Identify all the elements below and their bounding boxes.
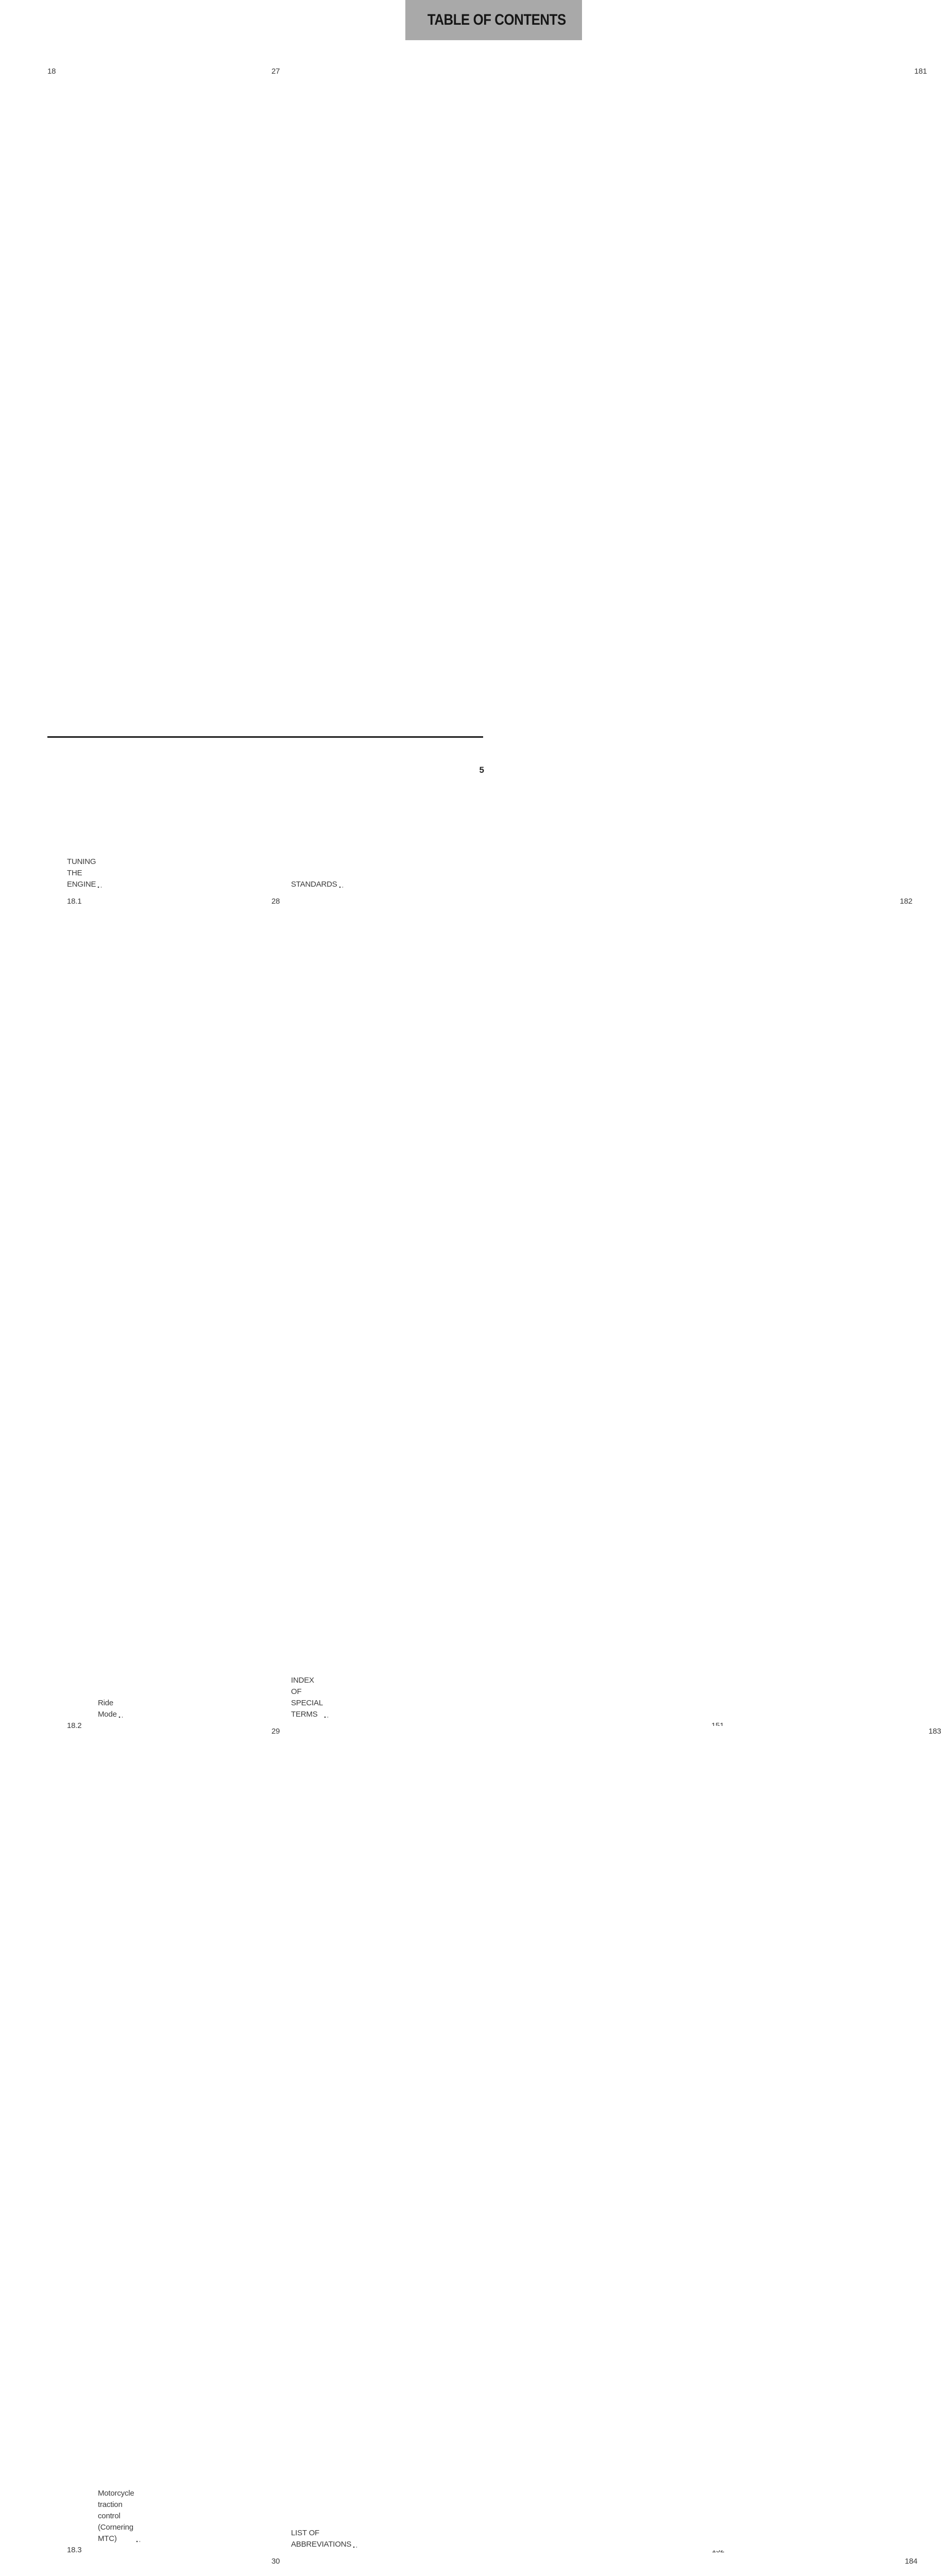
toc-entry	[271, 66, 927, 890]
footer-rule	[47, 736, 483, 738]
toc-entry-number: 30	[271, 2557, 280, 2566]
toc-entry-title: Motorcycle traction control (Cornering MTC)	[98, 2489, 134, 2543]
toc-entry-body	[291, 2556, 918, 2576]
toc-entry-body	[67, 66, 253, 890]
toc-entry-page: 184	[335, 2556, 917, 2576]
toc-entry	[271, 896, 913, 1720]
dot-leader	[97, 886, 101, 888]
toc-entry-body	[98, 1720, 253, 2545]
toc-entry-page: 182	[330, 896, 912, 1720]
toc-entry-page: 181	[345, 66, 927, 890]
toc-column-right	[271, 66, 941, 2576]
toc-entry-body	[291, 66, 927, 890]
toc-entry	[271, 2556, 918, 2576]
page-number: 5	[479, 765, 484, 775]
toc-entry-body	[291, 896, 913, 1720]
toc-entry-body	[98, 2545, 253, 2576]
dot-leader	[324, 1716, 328, 1718]
page-header-banner	[405, 0, 582, 40]
toc-entry	[271, 1726, 941, 2550]
toc-entry-number: 27	[271, 67, 280, 76]
toc-entry-body	[291, 1726, 941, 2550]
toc-entry-number: 18.3	[67, 2546, 82, 2554]
toc-entry	[47, 2545, 253, 2576]
toc-entry	[47, 66, 253, 890]
dot-leader	[339, 886, 343, 888]
toc-entry-title: INDEX OF SPECIAL TERMS	[291, 1676, 323, 1719]
toc-entry-title: Ride Mode	[98, 1699, 117, 1719]
toc-entry-title: LIST OF ABBREVIATIONS	[291, 2529, 352, 2549]
toc-entry	[47, 896, 253, 1720]
dot-leader	[353, 2546, 357, 2548]
toc-column-left	[47, 66, 253, 2576]
toc-entry-page: 183	[359, 1726, 941, 2550]
toc-entry-number: 18.1	[67, 897, 82, 906]
toc-entry-title: STANDARDS	[291, 880, 337, 889]
dot-leader	[118, 1716, 123, 1718]
page-title: TABLE OF CONTENTS	[427, 11, 566, 28]
toc-entry-number: 29	[271, 1727, 280, 1736]
dot-leader	[136, 2540, 140, 2543]
toc-entry-body	[98, 896, 253, 1720]
toc-entry	[47, 1720, 253, 2545]
toc-entry-number: 18	[47, 67, 56, 76]
toc-entry-number: 28	[271, 897, 280, 906]
toc-entry-title: TUNING THE ENGINE	[67, 857, 96, 889]
toc-entry-number: 18.2	[67, 1721, 82, 1730]
